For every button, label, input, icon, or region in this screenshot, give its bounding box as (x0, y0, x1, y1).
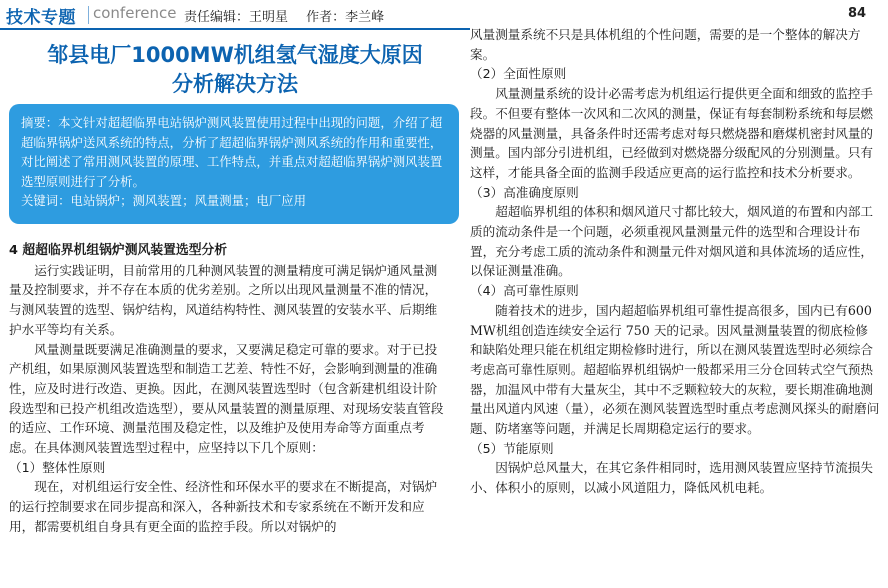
column-brand-english: conference (93, 4, 177, 22)
article-title (12, 41, 458, 99)
paragraph: 运行实践证明，目前常用的几种测风装置的测量精度可满足锅炉通风量测量及控制要求，并不存在本质的优劣差别。之所以出现风量测量不准的情况，与测风装置的选型、锅炉结构，风道结构特性、测风装置的安装水平、后期维护水平等均有关系。 (9, 262, 438, 337)
title-line-1: 邹县电厂1000MW机组氢气湿度大原因 (47, 43, 423, 67)
subheading: （3）高准确度原则 (470, 184, 579, 200)
page-number: 84 (848, 6, 867, 21)
paragraph: 风量测量既要满足准确测量的要求，又要满足稳定可靠的要求。对于已投产机组，如果原测风装置选型和制造工艺差、特性不好，会影响到测量的准确性，应及时进行改造、更换。因此，在测风装置选型时（包含新建机组设计阶段选型和已投产机组改造选型），要从风量装置的测量原理、对现场安装直管段的适应、工作环境、测量范围及稳定性，以及维护及使用寿命等方面重点考虑。在具体测风装置选型过程中，应坚持以下几个原则： (9, 341, 444, 456)
section-heading: 4 超超临界机组锅炉测风装置选型分析 (9, 243, 228, 258)
subheading: （1）整体性原则 (9, 459, 106, 475)
paragraph: 超超临界机组的体积和烟风道尺寸都比较大，烟风道的布置和内部工质的流动条件是一个问题，必须重视风量测量元件的选型和合理设计布置，充分考虑工质的流动条件和测量元件对烟风道和具体流场的适应性，以保证测量准确。 (470, 204, 873, 279)
header-rule (0, 28, 470, 30)
paragraph: 因锅炉总风量大，在其它条件相同时，选用测风装置应坚持节流损失小、体积小的原则，以减小风道阻力，降低风机电耗。 (470, 460, 873, 496)
left-column (9, 241, 449, 537)
column-brand: 技术专题 (6, 8, 76, 28)
paragraph: 随着技术的进步，国内超超临界机组可靠性提高很多，国内已有600 MW机组创造连续安全运行 750 天的记录。因风量测量装置的彻底检修和缺陷处理只能在机组定期检修时进行，所以在测风装置选型时必须综合考虑高可靠性原则。超超临界机组锅炉一般都采用三分仓回转式空气预热器，加温风中带有大量灰尘，其中不乏颗粒较大的灰粒，要长期准确地测量出风道内风速（量），必须在测风装置选型时重点考虑测风探头的耐磨问题、防堵塞等问题，并满足长周期稳定运行的要求。 (470, 302, 880, 437)
editor-credit: 责任编辑：王明星 (184, 10, 289, 25)
author-credit: 作者：李兰峰 (306, 10, 385, 25)
credits (184, 6, 398, 25)
abstract-box (9, 104, 459, 224)
subheading: （2）全面性原则 (470, 66, 567, 82)
paragraph: 风量测量系统的设计必需考虑为机组运行提供更全面和细致的监控手段。不但要有整体一次风和二次风的测量，保证有每套制粉系统和每层燃烧器的风量测量，具备条件时还需考虑对每只燃烧器和磨煤机密封风量的测量。国内部分引进机组，已经做到对燃烧器分级配风的分别测量。只有这样，才能具备全面的监测手段适应更高的运行监控和技术分析要求。 (470, 86, 873, 180)
paragraph: 风量测量系统不只是具体机组的个性问题，需要的是一个整体的解决方案。 (470, 27, 861, 62)
keywords: 关键词：电站锅炉；测风装置；风量测量；电厂应用 (21, 193, 306, 208)
subheading: （5）节能原则 (470, 440, 554, 456)
right-column (470, 25, 880, 498)
subheading: （4）高可靠性原则 (470, 283, 579, 299)
title-line-2: 分析解决方法 (172, 72, 298, 96)
page-header (0, 0, 470, 30)
paragraph: 现在，对机组运行安全性、经济性和环保水平的要求在不断提高，对锅炉的运行控制要求在同步提高和深入，各种新技术和专家系统在不断开发和应用，都需要机组自身具有更全面的监控手段。所以对锅炉的 (9, 479, 438, 534)
brand-divider (88, 6, 89, 24)
abstract-text: 摘要：本文针对超超临界电站锅炉测风装置使用过程中出现的问题，介绍了超超临界锅炉送风系统的特点，分析了超超临界锅炉测风系统的作用和重要性，对比阐述了常用测风装置的原理、工作特点，并重点对超超临界锅炉测风装置选型原则进行了分析。 (21, 115, 443, 189)
